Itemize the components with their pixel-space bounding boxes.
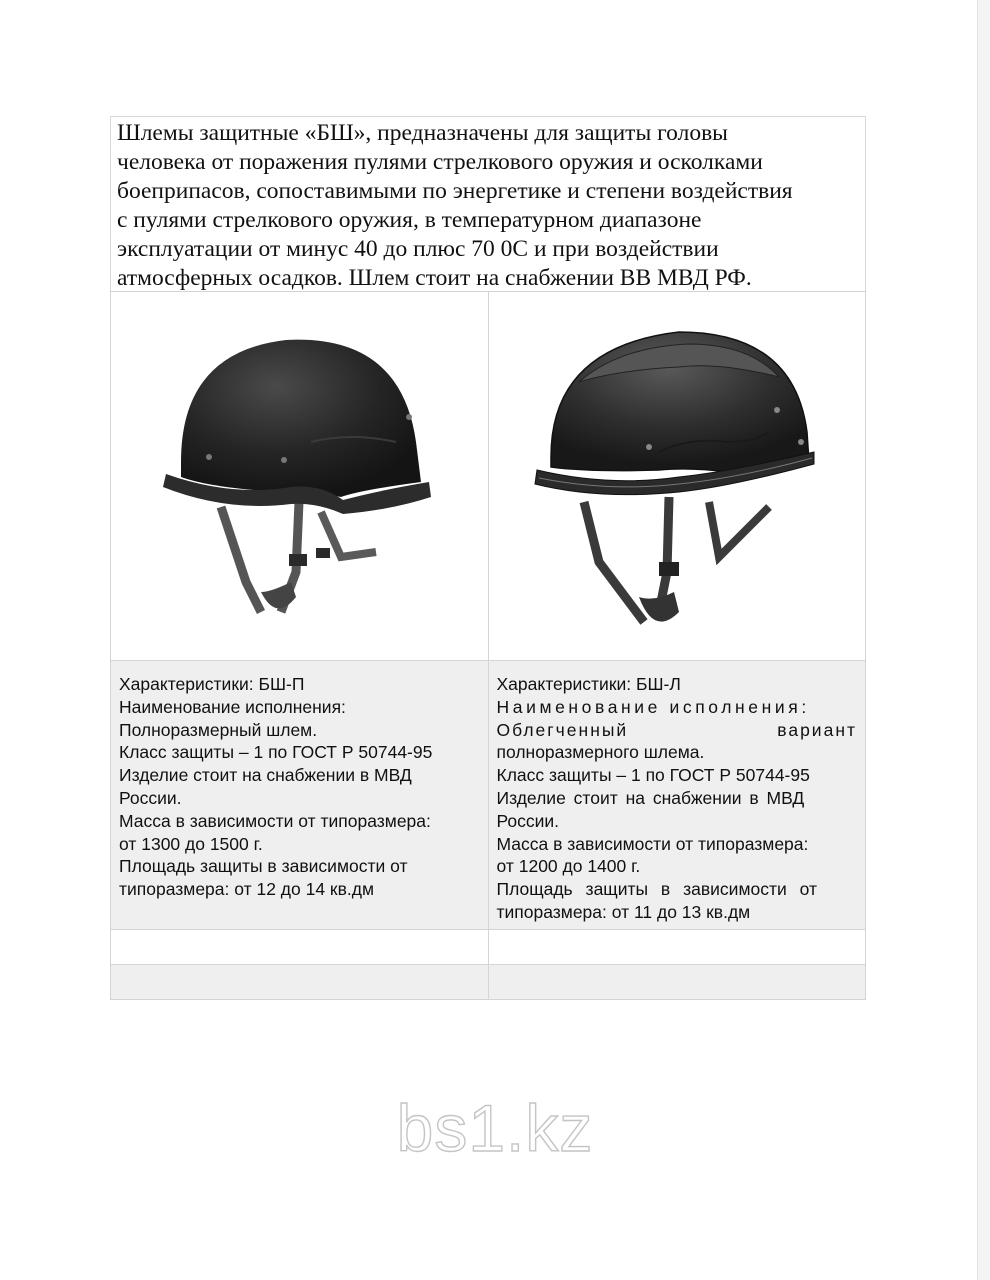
image-cell-right xyxy=(488,292,866,661)
spec-line: Масса в зависимости от типоразмера: xyxy=(119,810,431,831)
intro-paragraph xyxy=(110,116,866,294)
spec-line: Характеристики: БШ-Л xyxy=(496,674,681,694)
spec-line: Класс защиты – 1 по ГОСТ Р 50744-95 xyxy=(496,765,810,786)
intro-line: боеприпасов, сопоставимыми по энергетике и степени воздействия xyxy=(117,178,793,204)
spec-line: Класс защиты – 1 по ГОСТ Р 50744-95 xyxy=(119,742,433,763)
spec-line: Площадь защиты в зависимости от xyxy=(119,856,408,877)
spec-line: Масса в зависимости от типоразмера: xyxy=(496,833,809,854)
spec-line: от 1300 до 1500 г. xyxy=(119,833,263,854)
spec-line: Характеристики: БШ-П xyxy=(119,674,305,694)
spec-line: Наименование исполнения: xyxy=(119,696,346,717)
image-cell-left xyxy=(111,292,489,661)
intro-line: с пулями стрелкового оружия, в температурном диапазоне xyxy=(117,207,702,233)
empty-cell xyxy=(488,965,866,1000)
empty-cell xyxy=(488,930,866,965)
helmet-bsh-l-image xyxy=(489,292,865,660)
intro-line: человека от поражения пулями стрелкового оружия и осколками xyxy=(117,149,763,175)
watermark: bs1.kz xyxy=(396,1091,594,1165)
spec-line: России. xyxy=(496,810,560,831)
spec-table xyxy=(110,291,866,1000)
spec-line: Площадь защиты в зависимости от xyxy=(496,879,817,900)
spec-list-bsh-l xyxy=(489,661,866,924)
intro-line: атмосферных осадков. Шлем стоит на снабжении ВВ МВД РФ. xyxy=(117,265,752,291)
spec-line: Изделие стоит на снабжении в МВД xyxy=(496,787,805,808)
intro-line: эксплуатации от минус 40 до плюс 70 0С и при воздействии xyxy=(117,236,719,262)
image-row xyxy=(111,292,866,661)
spec-line: типоразмера: от 12 до 14 кв.дм xyxy=(119,879,374,900)
spec-cell-right xyxy=(488,661,866,930)
spec-line: Наименование исполнения: xyxy=(496,696,810,717)
spec-line: России. xyxy=(119,787,182,808)
intro-line: Шлемы защитные «БШ», предназначены для защиты головы xyxy=(117,120,728,146)
helmet-bsh-p-image xyxy=(111,292,487,660)
spec-line: от 1200 до 1400 г. xyxy=(496,856,641,877)
spec-line: Облегченный вариант xyxy=(496,719,857,740)
spec-row xyxy=(111,661,866,930)
spec-list-bsh-p xyxy=(111,661,488,901)
empty-row xyxy=(111,930,866,965)
spec-cell-left xyxy=(111,661,489,930)
spec-line: полноразмерного шлема. xyxy=(496,742,705,763)
spec-line: типоразмера: от 11 до 13 кв.дм xyxy=(496,901,751,922)
spec-line: Полноразмерный шлем. xyxy=(119,719,318,740)
page-edge xyxy=(977,0,990,1280)
empty-row xyxy=(111,965,866,1000)
empty-cell xyxy=(111,965,489,1000)
spec-line: Изделие стоит на снабжении в МВД xyxy=(119,765,412,786)
empty-cell xyxy=(111,930,489,965)
